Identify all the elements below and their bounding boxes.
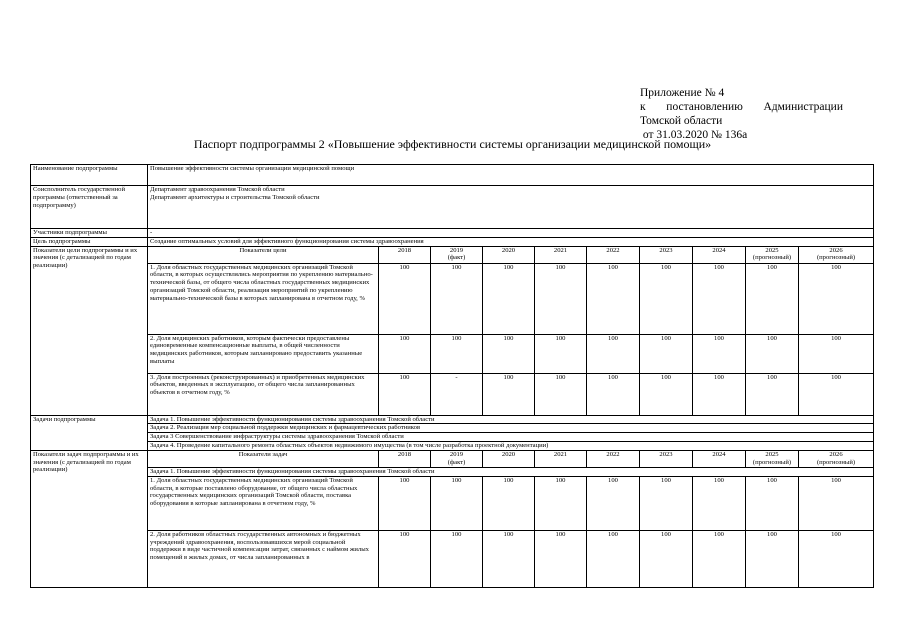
- coexecutor-item: Департамент здравоохранения Томской области: [150, 186, 285, 193]
- appendix-region: Томской области: [640, 115, 723, 127]
- year-label: 2026: [829, 246, 843, 254]
- indicator-value: 100: [693, 476, 746, 530]
- year-header: [587, 246, 640, 263]
- indicator-value: 100: [379, 334, 431, 373]
- task-item: Задача 2. Реализация мер социальной поддержки медицинских и фармацевтических работников: [148, 424, 874, 433]
- year-header: [640, 450, 693, 467]
- indicator-value: 100: [640, 263, 693, 334]
- task-item: Задача 1. Повышение эффективности функционирования системы здравоохранения Томской области: [148, 415, 874, 424]
- indicator-value: 100: [379, 373, 431, 415]
- year-header: [379, 246, 431, 263]
- row-label: Наименование подпрограммы: [31, 165, 148, 186]
- year-label: 2025: [765, 450, 779, 458]
- indicator-value: 100: [483, 530, 535, 587]
- year-label: 2024: [712, 246, 726, 254]
- year-header: [483, 246, 535, 263]
- indicator-text: 3. Доля построенных (реконструированных) и приобретенных медицинских объектов, введенных в эксплуатацию, от общего числа запланированных объектов в отчетном году, %: [148, 373, 379, 415]
- year-label: 2018: [397, 450, 412, 458]
- indicator-text: 2. Доля работников областных государственных автономных и бюджетных учреждений здравоохранения, воспользовавшихся мерой социальной поддержки в виде частичной компенсации затрат, связанных с наймом жилых помещений в жилых домах, от числа запланированных в: [148, 530, 379, 587]
- year-header: [535, 450, 587, 467]
- indicator-value: 100: [799, 263, 874, 334]
- year-note: (прогнозный): [752, 254, 792, 262]
- indicator-value: 100: [746, 373, 799, 415]
- appendix-decree: [640, 100, 843, 114]
- indicator-value: 100: [587, 373, 640, 415]
- row-label: Участники подпрограммы: [31, 229, 148, 238]
- year-label: 2018: [397, 246, 412, 254]
- year-header: [379, 450, 431, 467]
- indicator-value: 100: [431, 263, 483, 334]
- indicator-value: 100: [483, 476, 535, 530]
- indicator-value: 100: [799, 476, 874, 530]
- indicator-value: 100: [746, 476, 799, 530]
- indicator-value: 100: [640, 373, 693, 415]
- year-label: 2020: [501, 246, 516, 254]
- year-label: 2022: [606, 246, 620, 254]
- indicator-value: 100: [693, 263, 746, 334]
- appendix-date: от 31.03.2020 № 136а: [640, 129, 748, 141]
- row-label: Показатели цели подпрограммы и их значения (с детализацией по годам реализации): [31, 246, 148, 415]
- row-label: Показатели задач подпрограммы и их значения (с детализацией по годам реализации): [31, 450, 148, 587]
- indicator-value: 100: [535, 476, 587, 530]
- indicator-value: 100: [535, 334, 587, 373]
- table-row: [31, 263, 874, 334]
- indicator-value: 100: [587, 530, 640, 587]
- task-subheader: Задача 1. Повышение эффективности функционирования системы здравоохранения Томской области: [148, 467, 874, 476]
- indicator-value: 100: [799, 334, 874, 373]
- indicator-value: 100: [379, 263, 431, 334]
- year-header: [431, 450, 483, 467]
- year-header: [431, 246, 483, 263]
- year-label: 2025: [765, 246, 779, 254]
- year-label: 2023: [659, 246, 673, 254]
- indicator-value: 100: [587, 263, 640, 334]
- appendix-number: Приложение № 4: [640, 87, 725, 99]
- indicator-value: 100: [640, 530, 693, 587]
- passport-table: [30, 164, 874, 588]
- task-item: Задача 3 Совершенствование инфраструктуры системы здравоохранения Томской области: [148, 433, 874, 442]
- participants-value: -: [148, 229, 874, 238]
- indicator-value: 100: [587, 476, 640, 530]
- indicator-value: 100: [746, 263, 799, 334]
- indicator-value: 100: [431, 530, 483, 587]
- indicator-value: 100: [640, 476, 693, 530]
- year-header: [483, 450, 535, 467]
- year-label: 2022: [606, 450, 620, 458]
- table-row: [31, 433, 874, 442]
- indicator-value: 100: [799, 373, 874, 415]
- appendix-word: постановлению: [666, 101, 743, 113]
- indicator-value: 100: [535, 263, 587, 334]
- year-note: (факт): [447, 458, 466, 466]
- year-label: 2021: [553, 246, 568, 254]
- table-row: [31, 424, 874, 433]
- indicator-header: Показатели цели: [148, 246, 379, 263]
- coexecutor-cell: [148, 186, 874, 229]
- row-label: Цель подпрограммы: [31, 237, 148, 246]
- indicator-text: 2. Доля медицинских работников, которым фактически предоставлены единовременные компенсационные выплаты, в общей численности медицинских работников, которым запланировано предоставить указанные выплаты: [148, 334, 379, 373]
- year-label: 2023: [659, 450, 673, 458]
- table-row: [31, 165, 874, 186]
- indicator-value: -: [431, 373, 483, 415]
- appendix-note: [640, 86, 843, 142]
- indicator-value: 100: [431, 476, 483, 530]
- indicator-value: 100: [535, 373, 587, 415]
- indicator-header: Показатели задач: [148, 450, 379, 467]
- year-note: (прогнозный): [752, 458, 792, 466]
- year-header: [693, 246, 746, 263]
- year-header: [693, 450, 746, 467]
- indicator-text: 1. Доля областных государственных медицинских организаций Томской области, в которых осуществлялись мероприятия по укреплению материально-технической базы, от общего числа областных государственных медицинских организаций Томской области, реализация мероприятий по укреплению материально-технической базы в которых запланирована в отчетном году, %: [148, 263, 379, 334]
- indicator-value: 100: [746, 530, 799, 587]
- row-label: Задачи подпрограммы: [31, 415, 148, 450]
- appendix-word: к: [640, 101, 646, 113]
- indicator-value: 100: [693, 334, 746, 373]
- table-row: [31, 237, 874, 246]
- indicator-value: 100: [483, 334, 535, 373]
- indicator-value: 100: [379, 476, 431, 530]
- subprogram-name: Повышение эффективности системы организации медицинской помощи: [148, 165, 874, 186]
- table-row: [31, 450, 874, 467]
- indicator-value: 100: [799, 530, 874, 587]
- table-row: [31, 373, 874, 415]
- year-header: [746, 246, 799, 263]
- table-row: [31, 467, 874, 476]
- indicator-text: 1. Доля областных государственных медицинских организаций Томской области, в которые поставлено оборудование, от общего числа областных государственных медицинских организаций Томской области, поставка оборудования в которые запланирована в отчетном году, %: [148, 476, 379, 530]
- table-row: [31, 186, 874, 229]
- indicator-value: 100: [693, 373, 746, 415]
- year-note: (факт): [447, 254, 466, 262]
- year-header: [535, 246, 587, 263]
- row-label: Соисполнитель государственной программы (ответственный за подпрограмму): [31, 186, 148, 229]
- year-note: (прогнозный): [816, 458, 856, 466]
- year-header: [587, 450, 640, 467]
- table-row: [31, 441, 874, 450]
- table-row: [31, 334, 874, 373]
- coexecutor-item: Департамент архитектуры и строительства Томской области: [150, 193, 320, 201]
- year-header: [799, 246, 874, 263]
- indicator-value: 100: [483, 373, 535, 415]
- indicator-value: 100: [693, 530, 746, 587]
- year-label: 2019: [449, 450, 464, 458]
- table-row: [31, 476, 874, 530]
- table-row: [31, 530, 874, 587]
- indicator-value: 100: [746, 334, 799, 373]
- year-label: 2024: [712, 450, 726, 458]
- indicator-value: 100: [431, 334, 483, 373]
- table-row: [31, 229, 874, 238]
- goal-value: Создание оптимальных условий для эффективного функционирования системы здравоохранения: [148, 237, 874, 246]
- year-header: [746, 450, 799, 467]
- document-title: Паспорт подпрограммы 2 «Повышение эффективности системы организации медицинской помощи»: [193, 137, 712, 151]
- year-label: 2019: [449, 246, 464, 254]
- table-row: [31, 246, 874, 263]
- appendix-word: Администрации: [763, 101, 843, 113]
- year-header: [640, 246, 693, 263]
- indicator-value: 100: [483, 263, 535, 334]
- indicator-value: 100: [535, 530, 587, 587]
- year-label: 2026: [829, 450, 843, 458]
- indicator-value: 100: [379, 530, 431, 587]
- indicator-value: 100: [587, 334, 640, 373]
- year-label: 2020: [501, 450, 516, 458]
- year-note: (прогнозный): [816, 254, 856, 262]
- indicator-value: 100: [640, 334, 693, 373]
- table-row: [31, 415, 874, 424]
- task-item: Задача 4. Проведение капитального ремонта областных объектов недвижимого имущества (в том числе разработка проектной документации): [148, 441, 874, 450]
- year-header: [799, 450, 874, 467]
- year-label: 2021: [553, 450, 568, 458]
